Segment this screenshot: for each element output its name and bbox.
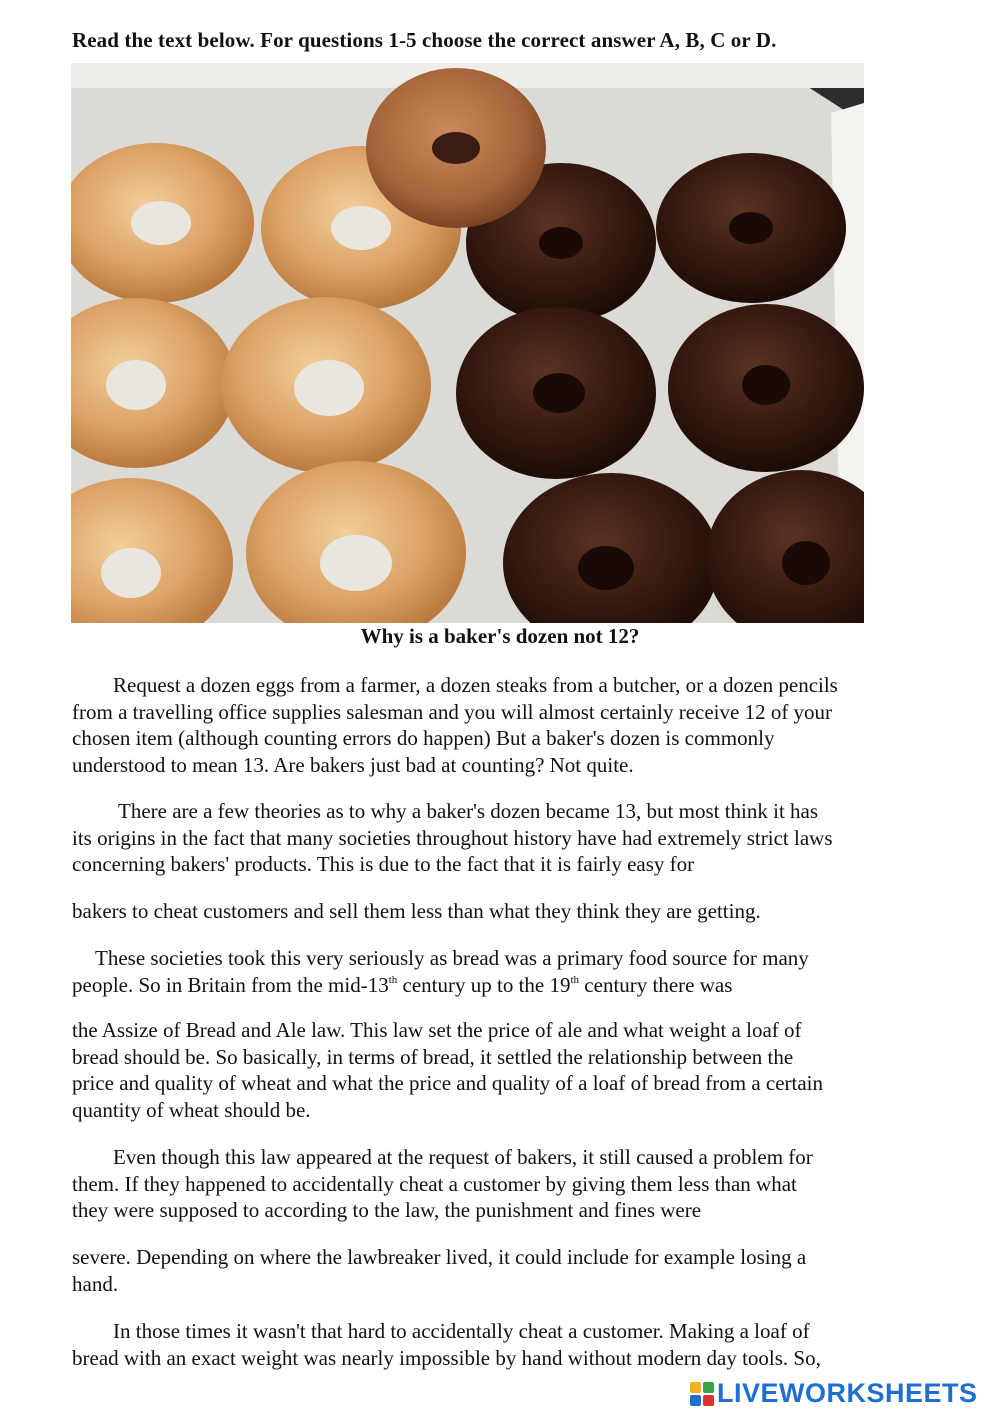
text-line: In those times it wasn't that hard to accidentally cheat a customer. Making a loaf of — [113, 1319, 810, 1343]
paragraph-6 — [72, 1144, 942, 1224]
instructions: Read the text below. For questions 1-5 choose the correct answer A, B, C or D. — [72, 28, 777, 52]
text-line: price and quality of wheat and what the price and quality of a loaf of bread from a certain — [72, 1071, 824, 1095]
text-line: bread should be. So basically, in terms of bread, it settled the relationship between the — [72, 1044, 794, 1069]
text-line: quantity of wheat should be. — [72, 1097, 311, 1122]
paragraph-5 — [72, 1017, 942, 1123]
paragraph-2 — [72, 798, 942, 878]
liveworksheets-logo[interactable] — [690, 1378, 978, 1409]
cinnamon-donut — [366, 68, 546, 228]
donuts-photo — [71, 63, 864, 623]
text-line: chosen item (although counting errors do happen) But a baker's dozen is commonly — [72, 726, 775, 750]
text-line: understood to mean 13. Are bakers just bad at counting? Not quite. — [72, 752, 634, 777]
glazed-donuts — [71, 143, 466, 623]
text-line: bread with an exact weight was nearly impossible by hand without modern day tools. So, — [72, 1345, 821, 1370]
text-line: hand. — [72, 1271, 119, 1296]
paragraph-1 — [72, 672, 942, 778]
liveworksheets-icon — [690, 1382, 714, 1406]
paragraph-4 — [72, 945, 942, 998]
text-line: There are a few theories as to why a baker's dozen became 13, but most think it has — [118, 799, 819, 823]
text-line: concerning bakers' products. This is due to the fact that it is fairly easy for — [72, 852, 695, 876]
superscript: th — [570, 973, 580, 986]
text-fragment: century there was — [579, 972, 733, 997]
text-line: them. If they happened to accidentally cheat a customer by giving them less than what — [72, 1171, 797, 1196]
text-line: its origins in the fact that many societies throughout history have had extremely strict laws — [72, 825, 833, 850]
paragraph-8 — [72, 1318, 942, 1371]
superscript: th — [388, 973, 398, 986]
text-line — [72, 972, 942, 999]
logo-text: LIVEWORKSHEETS — [717, 1378, 978, 1408]
text-line: they were supposed to according to the law, the punishment and fines were — [72, 1198, 702, 1222]
text-fragment: people. So in Britain from the mid-13 — [72, 972, 389, 997]
paragraph-3 — [72, 898, 942, 925]
paragraph-7 — [72, 1244, 942, 1297]
text-line: from a travelling office supplies salesman and you will almost certainly receive 12 of your — [72, 699, 833, 724]
text-line: bakers to cheat customers and sell them less than what they think they are getting. — [72, 899, 761, 923]
text-line: Request a dozen eggs from a farmer, a dozen steaks from a butcher, or a dozen pencils — [113, 673, 838, 697]
text-line: Even though this law appeared at the request of bakers, it still caused a problem for — [113, 1145, 813, 1169]
text-line: These societies took this very seriously as bread was a primary food source for many — [95, 946, 809, 970]
text-line: severe. Depending on where the lawbreaker lived, it could include for example losing a — [72, 1245, 807, 1269]
text-line: the Assize of Bread and Ale law. This law set the price of ale and what weight a loaf of — [72, 1018, 802, 1042]
article-title: Why is a baker's dozen not 12? — [360, 624, 640, 648]
text-fragment: century up to the 19 — [397, 972, 571, 997]
